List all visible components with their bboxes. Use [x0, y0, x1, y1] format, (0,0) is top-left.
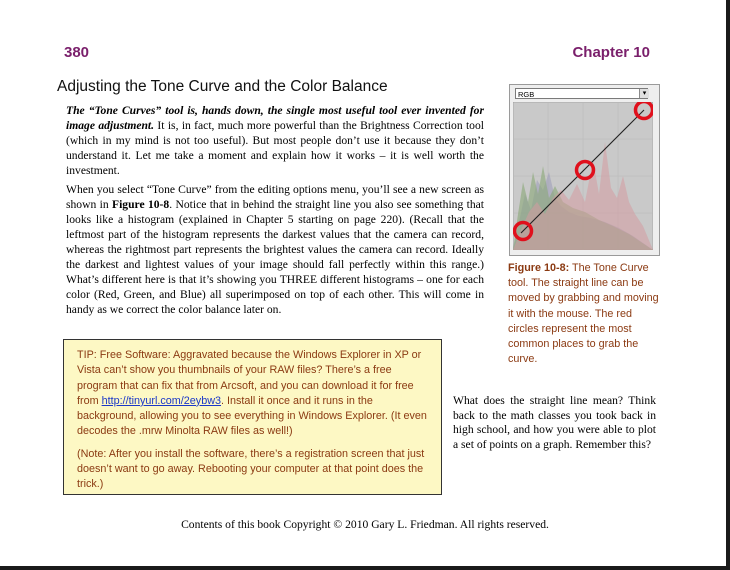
figure-caption-label: Figure 10-8: — [508, 262, 570, 274]
paragraph-tone-curves-intro — [66, 103, 484, 178]
figure-caption-text: The Tone Curve tool. The straight line can be moved by grabbing and moving it with the mouse. The red circles represent the most common places to grab the curve. — [508, 262, 659, 366]
tip-text-after-link: . Install it once and it runs in the background, allowing you to see everything in Windows Explorer. (It even decodes the .mrw Minolta RAW files as well!) — [77, 394, 427, 438]
section-heading: Adjusting the Tone Curve and the Color Balance — [57, 78, 388, 95]
intro-continuation: It is, in fact, much more powerful than the Brightness Correction tool (which in my mind is not too useful). But most people don’t use it because they don’t understand it. Let me take a moment and explain how it works – it is well worth the investment. — [66, 119, 484, 177]
tip-text-before-link: TIP: Free Software: Aggravated because the Windows Explorer in XP or Vista can’t show you thumbnails of your RAW files? There’s a free program that can fix that from Arcsoft, and you can download it for free from — [77, 349, 422, 407]
figure-caption — [508, 261, 660, 367]
download-link[interactable]: http://tinyurl.com/2eybw3 — [101, 394, 222, 407]
page-border-right — [726, 0, 730, 570]
page-border-bottom — [0, 566, 730, 570]
tip-box — [63, 339, 442, 495]
dropdown-arrow-icon[interactable]: ▾ — [639, 89, 649, 98]
paragraph-text-part2: . Notice that in behind the straight line you also see something that looks like a histogram (explained in Chapter 5 starting on page 220). (Recall that the leftmost part of the histogram represents the darkest values that the camera can record, whereas the rightmost part represents the brightest values the camera can record. Ideally the darkest and lightest values of your image should fall perfectly within this range.) What’s different here is that it’s showing you THREE different histograms – one for each color (Red, Green, and Blue) all superimposed on top of each other. This will come in handy as we correct the color balance later on. — [66, 198, 484, 316]
tone-curve-graph — [513, 102, 653, 250]
copyright-footer: Contents of this book Copyright © 2010 Gary L. Friedman. All rights reserved. — [181, 518, 549, 531]
paragraph-tone-curve-screen — [66, 182, 484, 317]
paragraph-text-part1: When you select “Tone Curve” from the editing options menu, you’ll see a new screen as shown in — [66, 183, 484, 211]
figure-reference: Figure 10-8 — [111, 198, 170, 211]
tip-paragraph — [77, 348, 431, 440]
chapter-title: Chapter 10 — [572, 44, 650, 61]
channel-dropdown[interactable]: RGB — [515, 88, 648, 99]
page-number: 380 — [64, 44, 90, 61]
intro-emphasis: The “Tone Curves” tool is, hands down, the single most useful tool ever invented for image adjustment. — [66, 104, 484, 132]
tip-note: (Note: After you install the software, there’s a registration screen that just doesn’t want to go away. Rebooting your computer at that point does the trick.) — [77, 447, 425, 491]
side-question-paragraph: What does the straight line mean? Think back to the math classes you took back in high school, and how you were able to plot a set of points on a graph. Remember this? — [453, 394, 656, 451]
